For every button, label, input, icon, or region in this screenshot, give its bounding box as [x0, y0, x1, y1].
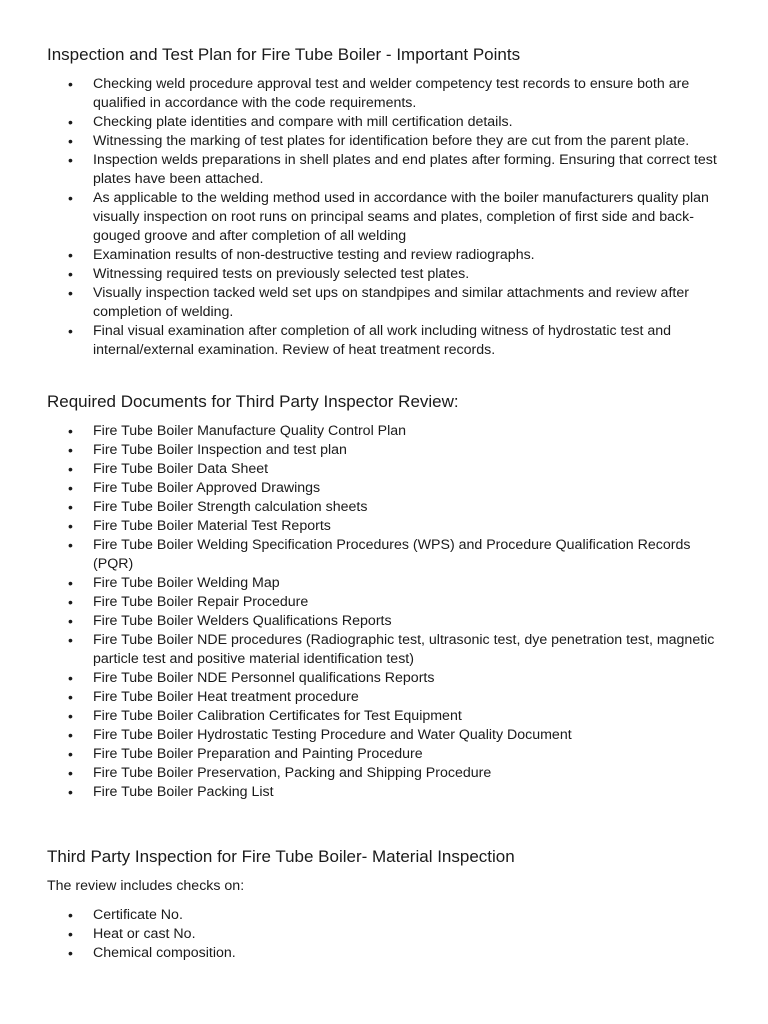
material-inspection-intro: The review includes checks on:: [47, 878, 245, 894]
list-item: • Fire Tube Boiler Hydrostatic Testing Procedure and Water Quality Document: [0, 726, 768, 745]
list-item: • Fire Tube Boiler Welding Specification Procedures (WPS) and Procedure Qualification Records (PQR): [0, 536, 768, 574]
list-item: • Fire Tube Boiler Heat treatment procedure: [0, 688, 768, 707]
list-item: • As applicable to the welding method used in accordance with the boiler manufacturers quality plan visually inspection on root runs on principal seams and plates, completion of first side and back-gouged groove and after completion of all welding: [0, 189, 768, 246]
list-item: • Witnessing required tests on previously selected test plates.: [0, 265, 768, 284]
list-item: • Heat or cast No.: [0, 925, 768, 944]
list-item: • Witnessing the marking of test plates for identification before they are cut from the parent plate.: [0, 132, 768, 151]
list-item: • Fire Tube Boiler Material Test Reports: [0, 517, 768, 536]
list-item: • Fire Tube Boiler Repair Procedure: [0, 593, 768, 612]
list-item: • Fire Tube Boiler Preparation and Painting Procedure: [0, 745, 768, 764]
inspection-points-list: [0, 75, 768, 360]
list-item: • Fire Tube Boiler Inspection and test plan: [0, 441, 768, 460]
section-heading-required-documents: Required Documents for Third Party Inspector Review:: [47, 392, 459, 411]
list-item: • Final visual examination after completion of all work including witness of hydrostatic test and internal/external examination. Review of heat treatment records.: [0, 322, 768, 360]
material-checks-list: [0, 906, 768, 963]
list-item: • Checking plate identities and compare with mill certification details.: [0, 113, 768, 132]
section-heading-material-inspection: Third Party Inspection for Fire Tube Boiler- Material Inspection: [47, 847, 515, 866]
list-item: • Visually inspection tacked weld set ups on standpipes and similar attachments and review after completion of welding.: [0, 284, 768, 322]
list-item: • Chemical composition.: [0, 944, 768, 963]
required-documents-list: [0, 422, 768, 802]
list-item: • Inspection welds preparations in shell plates and end plates after forming. Ensuring that correct test plates have been attached.: [0, 151, 768, 189]
list-item: • Fire Tube Boiler NDE Personnel qualifications Reports: [0, 669, 768, 688]
list-item: • Certificate No.: [0, 906, 768, 925]
list-item: • Fire Tube Boiler NDE procedures (Radiographic test, ultrasonic test, dye penetration test, magnetic particle test and positive material identification test): [0, 631, 768, 669]
list-item: • Checking weld procedure approval test and welder competency test records to ensure both are qualified in accordance with the code requirements.: [0, 75, 768, 113]
list-item: • Examination results of non-destructive testing and review radiographs.: [0, 246, 768, 265]
list-item: • Fire Tube Boiler Data Sheet: [0, 460, 768, 479]
list-item: • Fire Tube Boiler Approved Drawings: [0, 479, 768, 498]
list-item: • Fire Tube Boiler Manufacture Quality Control Plan: [0, 422, 768, 441]
list-item: • Fire Tube Boiler Welders Qualifications Reports: [0, 612, 768, 631]
list-item: • Fire Tube Boiler Preservation, Packing and Shipping Procedure: [0, 764, 768, 783]
list-item: • Fire Tube Boiler Strength calculation sheets: [0, 498, 768, 517]
section-heading-inspection-test-plan: Inspection and Test Plan for Fire Tube Boiler - Important Points: [47, 45, 521, 64]
list-item: • Fire Tube Boiler Welding Map: [0, 574, 768, 593]
list-item: • Fire Tube Boiler Packing List: [0, 783, 768, 802]
list-item: • Fire Tube Boiler Calibration Certificates for Test Equipment: [0, 707, 768, 726]
